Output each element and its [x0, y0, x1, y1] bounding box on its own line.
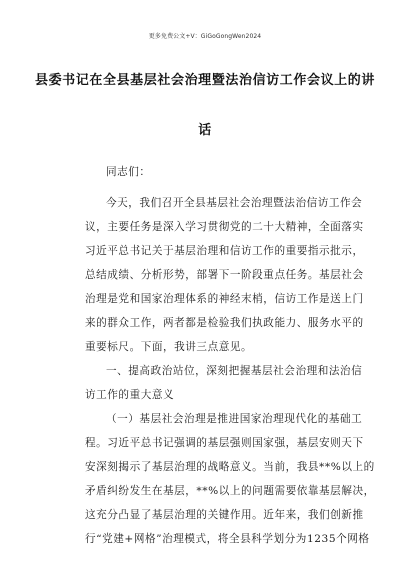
paragraph-1-line: 来的群众工作，两者都是检验我们执政能力、服务水平的: [85, 317, 364, 329]
paragraph-3-line: （一）基层社会治理是推进国家治理现代化的基础工: [106, 413, 363, 425]
paragraph-3-line: 矛盾纠纷发生在基层，**%以上的问题需要依靠基层解决，: [85, 485, 375, 497]
paragraph-3-line: 行“党建+网格”治理模式，将全县科学划分为1235个网格: [85, 533, 370, 545]
paragraph-3-line: 这充分凸显了基层治理的关键作用。近年来，我们创新推: [85, 509, 364, 521]
paragraph-1-line: 议，主要任务是深入学习贯彻党的二十大精神，全面落实: [85, 221, 364, 233]
section-heading-line: 访工作的重大意义: [85, 389, 175, 401]
salutation: 同志们：: [106, 166, 151, 178]
paragraph-3-line: 程。习近平总书记强调的基层强则国家强，基层安则天下: [85, 437, 364, 449]
header-note: 更多免费公文+V：GiGoGongWen2024: [148, 33, 262, 40]
paragraph-1-line: 总结成绩、分析形势，部署下一阶段重点任务。基层社会: [85, 269, 364, 281]
paragraph-1-line: 治理是党和国家治理体系的神经末梢，信访工作是送上门: [85, 293, 364, 305]
section-heading-line: 一、提高政治站位，深刻把握基层社会治理和法治信: [106, 365, 363, 377]
paragraph-1-line: 重要标尺。下面，我讲三点意见。: [85, 341, 253, 353]
paragraph-1-line: 习近平总书记关于基层治理和信访工作的重要指示批示，: [85, 245, 364, 257]
paragraph-1-line: 今天，我们召开全县基层社会治理暨法治信访工作会: [106, 197, 363, 209]
document-title-line-1: 县委书记在全县基层社会治理暨法治信访工作会议上的讲: [34, 73, 375, 88]
document-title-line-2: 话: [198, 123, 212, 138]
paragraph-3-line: 安深刻揭示了基层治理的战略意义。当前，我县**%以上的: [85, 461, 375, 473]
